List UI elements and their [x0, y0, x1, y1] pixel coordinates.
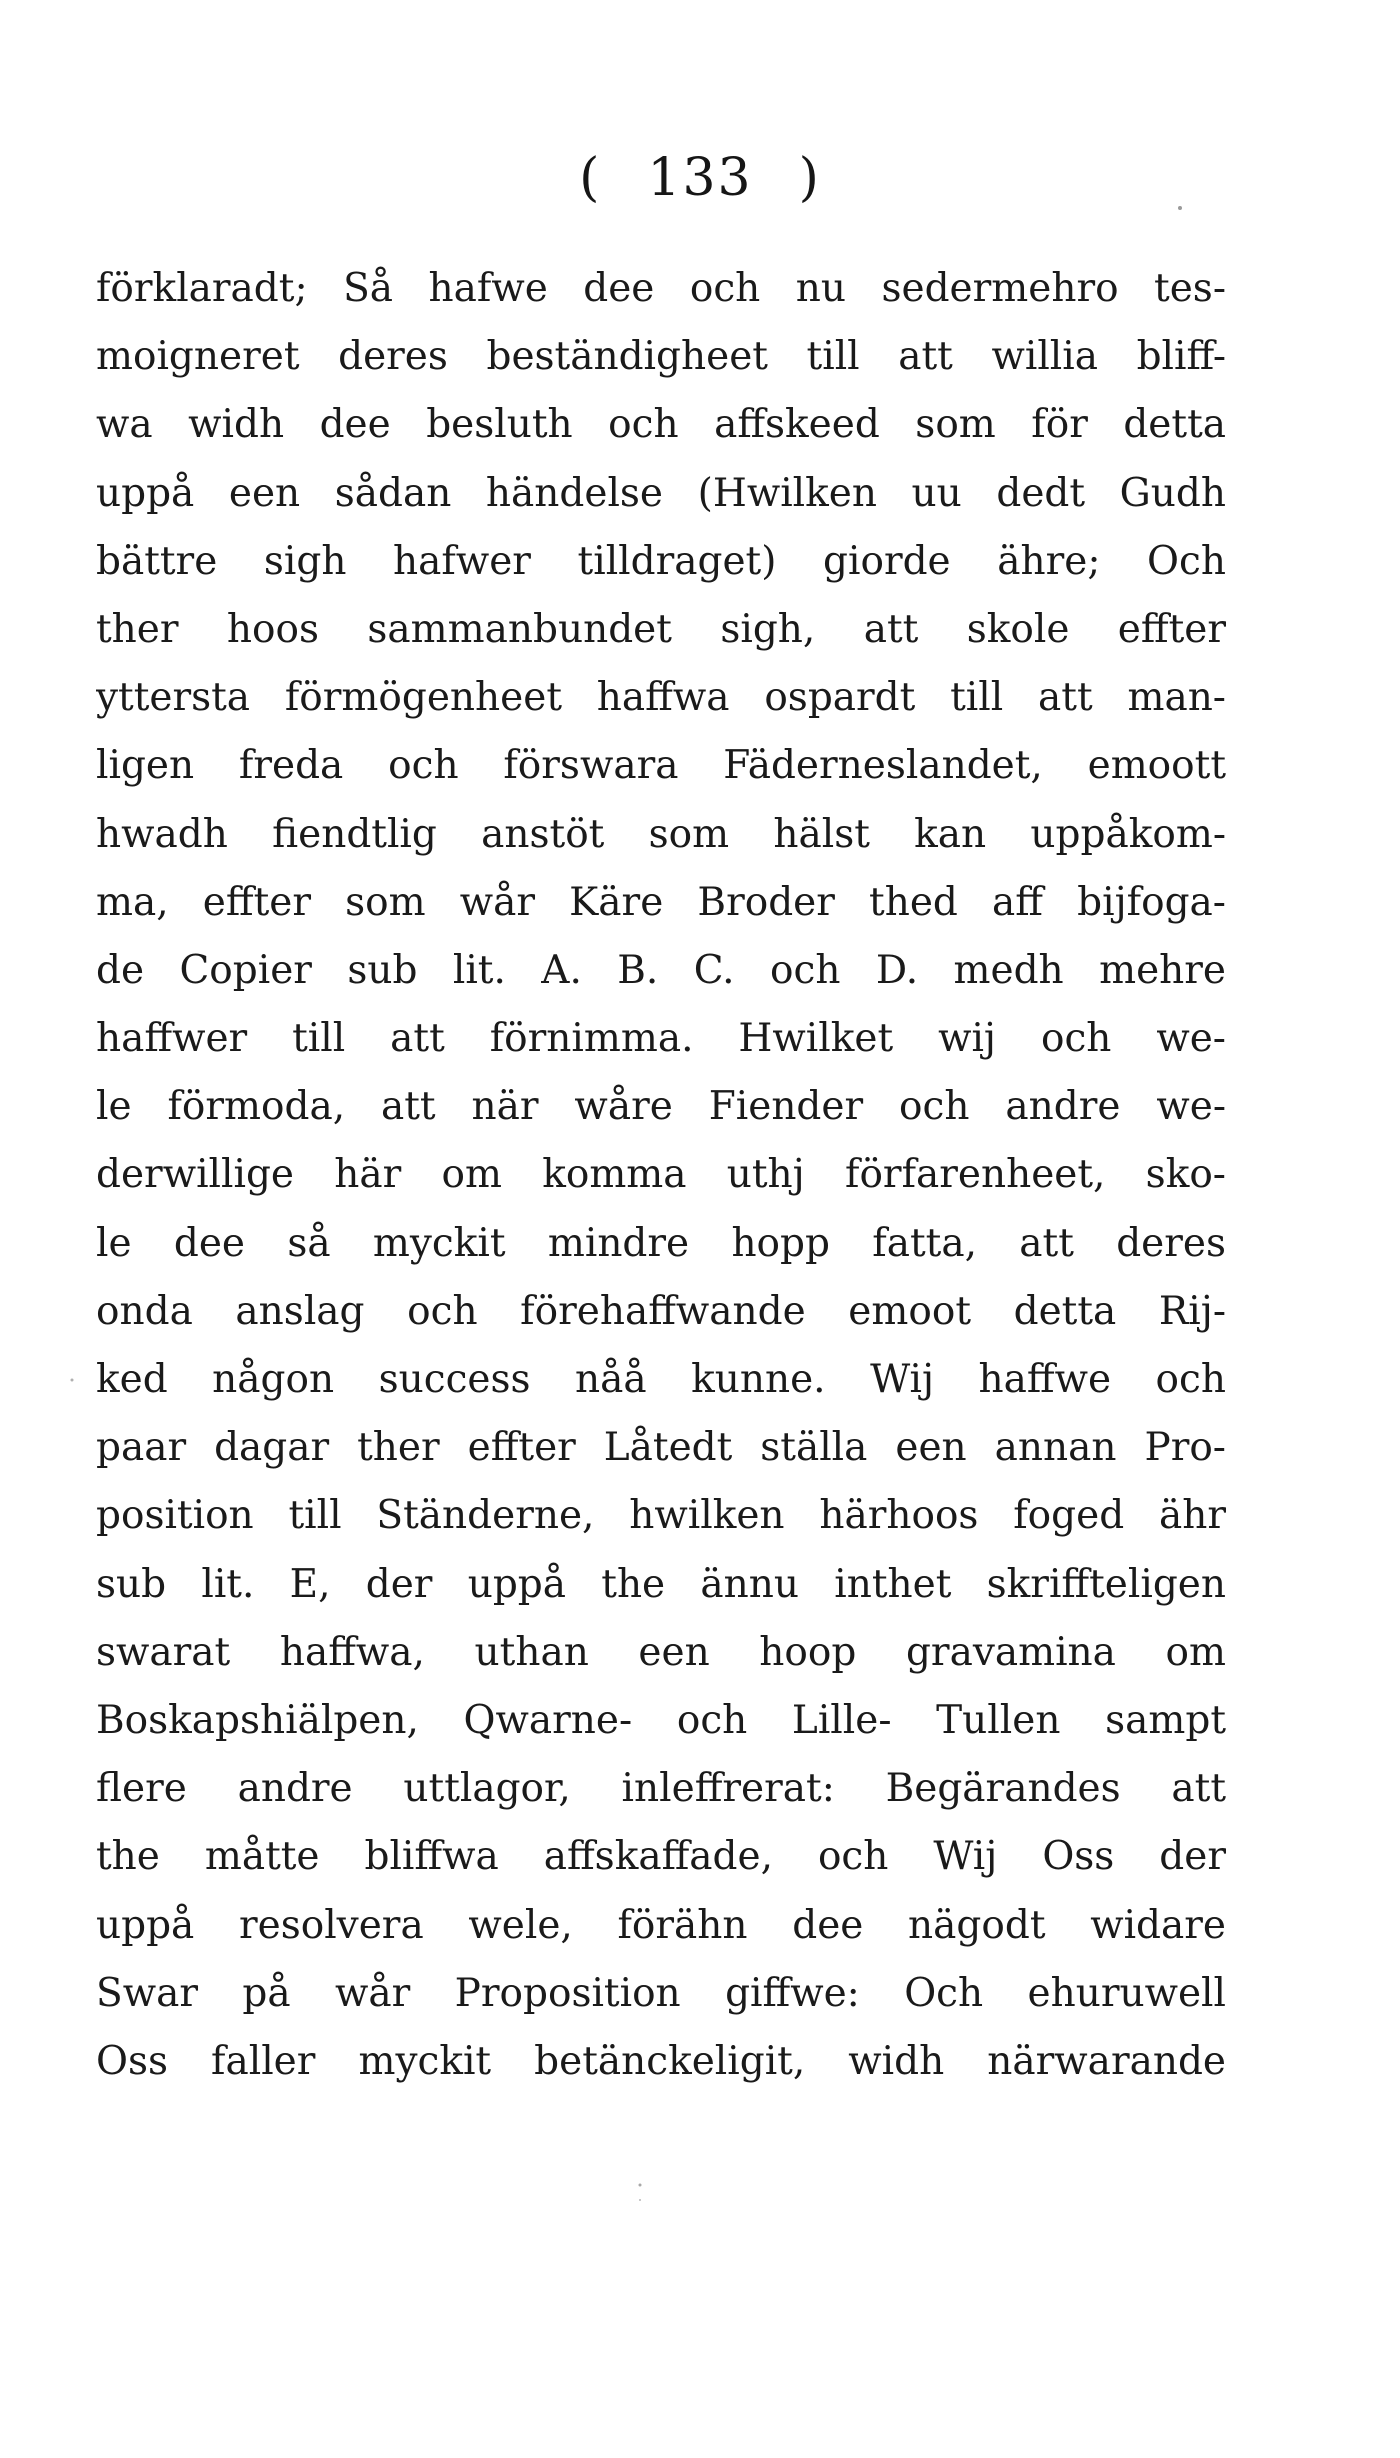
text-line: le dee så myckit mindre hopp fatta, att deres — [96, 1220, 1226, 1266]
text-line: hwadh fiendtlig anstöt som hälst kan uppåkom- — [96, 811, 1226, 857]
text-line: swarat haffwa, uthan een hoop gravamina om — [96, 1629, 1226, 1675]
text-line: derwillige här om komma uthj förfarenheet, sko- — [96, 1152, 1226, 1198]
text-line: the måtte bliffwa affskaffade, och Wij Oss der — [96, 1834, 1226, 1880]
text-line: ma, effter som wår Käre Broder thed aff bijfoga- — [96, 879, 1226, 925]
page-number: 133 — [647, 148, 753, 208]
text-line: uppå resolvera wele, förähn dee nägodt widare — [96, 1902, 1226, 1948]
left-parenthesis: ( — [579, 148, 602, 208]
text-line: Oss faller myckit betänckeligit, widh närwarande — [96, 2038, 1226, 2084]
text-line: de Copier sub lit. A. B. C. och D. medh mehre — [96, 947, 1226, 993]
text-line: ked någon success nåå kunne. Wij haffwe och — [96, 1357, 1226, 1402]
text-line: haffwer till att förnimma. Hwilket wij och we- — [96, 1016, 1226, 1062]
text-line: Boskapshiälpen, Qwarne- och Lille- Tullen sampt — [96, 1697, 1226, 1743]
text-line: ligen freda och förswara Fäderneslandet, emoott — [96, 743, 1226, 789]
right-parenthesis: ) — [798, 148, 821, 208]
body-text — [96, 255, 1226, 2096]
text-line: Swar på wår Proposition giffwe: Och ehuruwell — [96, 1970, 1226, 2016]
text-line: flere andre uttlagor, inleffrerat: Begärandes att — [96, 1766, 1226, 1812]
text-line: position till Ständerne, hwilken härhoos foged ähr — [96, 1493, 1226, 1539]
text-line: le förmoda, att när wåre Fiender och andre we- — [96, 1084, 1226, 1130]
text-line: uppå een sådan händelse (Hwilken uu dedt Gudh — [96, 470, 1226, 516]
page-number-header — [0, 148, 1400, 208]
text-line: förklaradt; Så hafwe dee och nu sedermehro tes- — [96, 266, 1226, 311]
text-line: yttersta förmögenheet haffwa ospardt till att man- — [96, 675, 1226, 721]
text-line: bättre sigh hafwer tilldraget) giorde ähre; Och — [96, 538, 1226, 584]
text-line: paar dagar ther effter Låtedt ställa een annan Pro- — [96, 1425, 1226, 1471]
text-line: sub lit. E, der uppå the ännu inthet skriffteligen — [96, 1561, 1226, 1607]
text-line: ther hoos sammanbundet sigh, att skole effter — [96, 606, 1226, 652]
text-line: moigneret deres beständigheet till att willia bliff- — [96, 334, 1226, 380]
text-line: onda anslag och förehaffwande emoot detta Rij- — [96, 1288, 1226, 1334]
text-line: wa widh dee besluth och affskeed som för detta — [96, 402, 1226, 448]
